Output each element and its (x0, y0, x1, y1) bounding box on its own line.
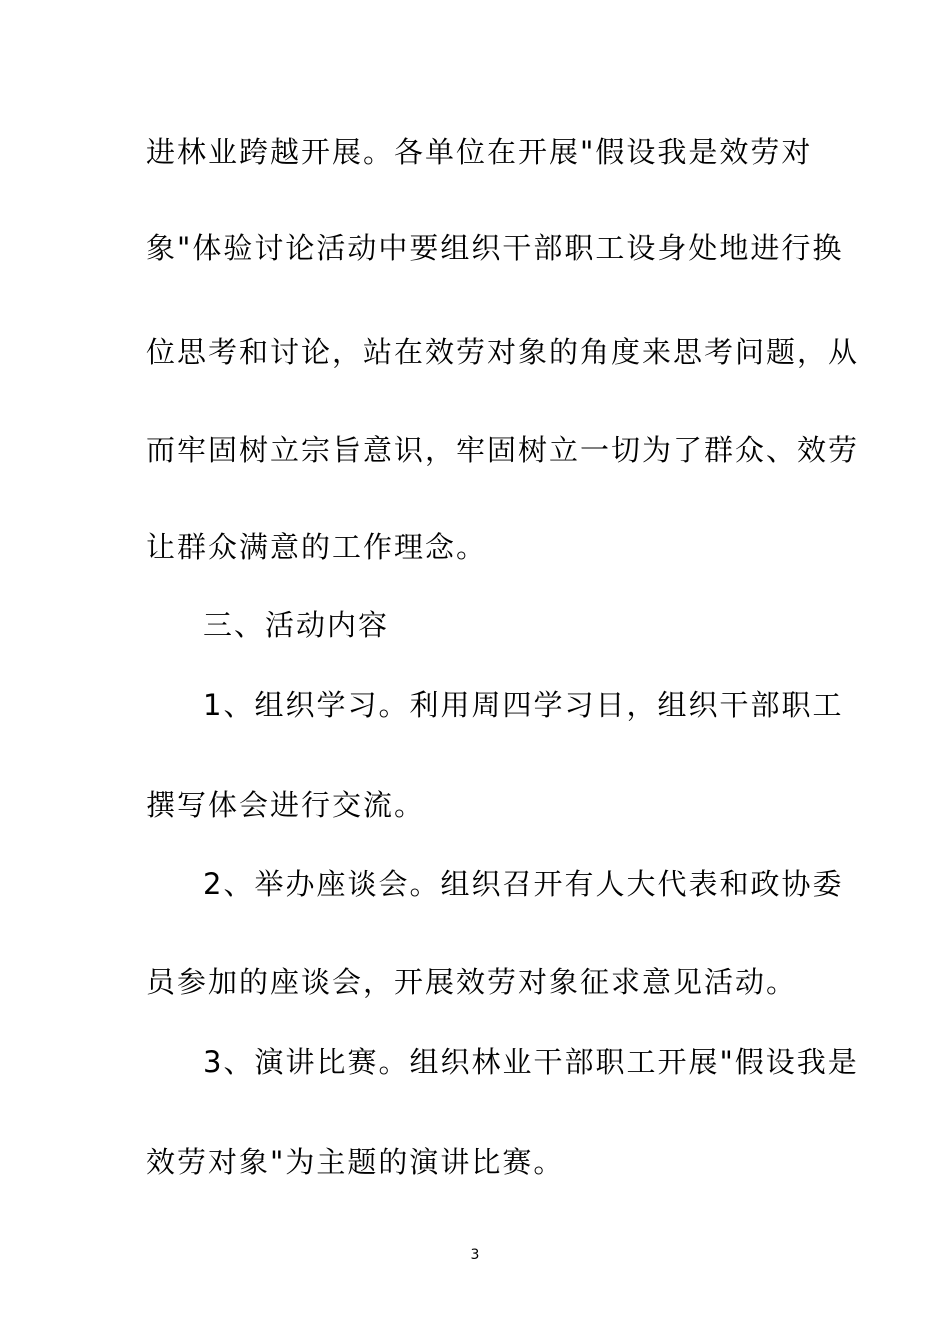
paragraph-line: 3、演讲比赛。组织林业干部职工开展"假设我是 (203, 1045, 859, 1079)
paragraph-line: 效劳对象"为主题的演讲比赛。 (146, 1145, 565, 1179)
paragraph-line: 让群众满意的工作理念。 (146, 530, 488, 564)
paragraph-line: 进林业跨越开展。各单位在开展"假设我是效劳对 (146, 135, 813, 169)
paragraph-line: 象"体验讨论活动中要组织干部职工设身处地进行换 (146, 231, 844, 265)
paragraph-line: 撰写体会进行交流。 (146, 788, 426, 822)
paragraph-line: 而牢固树立宗旨意识，牢固树立一切为了群众、效劳 (146, 433, 860, 467)
paragraph-line: 2、举办座谈会。组织召开有人大代表和政协委 (203, 867, 844, 901)
paragraph-line: 员参加的座谈会，开展效劳对象征求意见活动。 (146, 965, 798, 999)
page-number: 3 (470, 1247, 480, 1263)
paragraph-line: 1、组织学习。利用周四学习日，组织干部职工 (203, 688, 844, 722)
section-heading: 三、活动内容 (203, 608, 390, 642)
paragraph-line: 位思考和讨论，站在效劳对象的角度来思考问题，从 (146, 335, 860, 369)
